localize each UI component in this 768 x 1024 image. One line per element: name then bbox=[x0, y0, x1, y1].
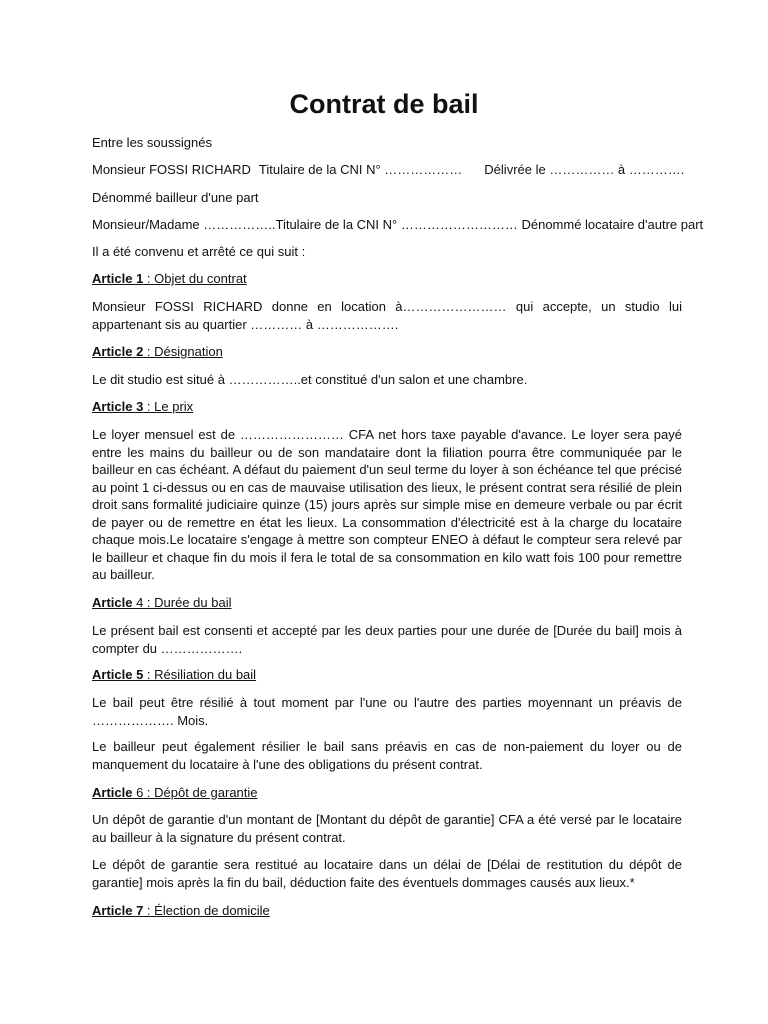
article-5-heading: Article 5 : Résiliation du bail bbox=[92, 667, 257, 682]
article-number: Article 3 bbox=[92, 399, 144, 414]
article-title: Objet du contrat bbox=[154, 271, 247, 286]
article-1-heading: Article 1 : Objet du contrat bbox=[92, 271, 247, 286]
intro-locataire-line: Monsieur/Madame ……………..Titulaire de la CNI N° ……………………… Dénommé locataire d'autre part bbox=[92, 217, 704, 232]
article-6-paragraph-2: Le dépôt de garantie sera restitué au locataire dans un délai de [Délai de restitution du dépôt de garantie] mois après la fin du bail, déduction faite des éventuels dommages causés aux lieux.* bbox=[92, 857, 682, 890]
article-6-heading: Article 6 : Dépôt de garantie bbox=[92, 785, 258, 800]
article-title: Résiliation du bail bbox=[154, 667, 257, 682]
article-number: Article 5 bbox=[92, 667, 144, 682]
bailleur-delivree: Délivrée le …………… à …………. bbox=[484, 162, 685, 177]
bailleur-cni: Titulaire de la CNI N° ……………… bbox=[258, 162, 463, 177]
article-title: Le prix bbox=[154, 399, 194, 414]
article-title: Élection de domicile bbox=[154, 903, 270, 918]
article-title: Dépôt de garantie bbox=[154, 785, 258, 800]
article-5-paragraph-1: Le bail peut être résilié à tout moment par l'une ou l'autre des parties moyennant un préavis de ………………. Mois. bbox=[92, 695, 682, 728]
article-3-heading: Article 3 : Le prix bbox=[92, 399, 194, 414]
article-number: Article 1 bbox=[92, 271, 144, 286]
article-3-paragraph: Le loyer mensuel est de …………………… CFA net hors taxe payable d'avance. Le loyer sera payé entre les mains du bailleur ou de son mandataire dont la filiation pourra être communiquée par le bailleur en cas échéant. A défaut du paiement d'un seul terme du loyer à son échéance tel que précisé au point 1 ci-dessus ou en cas de mauvaise utilisation des lieux, le présent contrat sera résilié de plein droit sans formalité judiciaire quinze (15) jours après sur simple mise en demeure verbale ou par écrit de payer ou de remettre en état les lieux. La consommation d'électricité est à la charge du locataire chaque mois.Le locataire s'engage à mettre son compteur ENEO à défaut le compteur sera relevé par le bailleur et chaque fin du mois il fera le total de sa consommation en kilo watt fois 100 pour remettre au bailleur. bbox=[92, 427, 682, 582]
article-number: Article 7 bbox=[92, 903, 144, 918]
article-6-paragraph-1: Un dépôt de garantie d'un montant de [Montant du dépôt de garantie] CFA a été versé par le locataire au bailleur à la signature du présent contrat. bbox=[92, 812, 682, 845]
article-4-paragraph: Le présent bail est consenti et accepté par les deux parties pour une durée de [Durée du bail] mois à compter du ………………. bbox=[92, 623, 682, 656]
intro-bailleur-line bbox=[92, 161, 685, 178]
article-4-heading: Article 4 : Durée du bail bbox=[92, 595, 232, 610]
article-5-paragraph-2: Le bailleur peut également résilier le bail sans préavis en cas de non-paiement du loyer ou de manquement du locataire à l'une des obligations du présent contrat. bbox=[92, 739, 682, 772]
intro-bailleur-role: Dénommé bailleur d'une part bbox=[92, 190, 259, 205]
article-number: Article 2 bbox=[92, 344, 144, 359]
article-1-paragraph: Monsieur FOSSI RICHARD donne en location à…………………… qui accepte, un studio lui appartenant sis au quartier ………… à ………………. bbox=[92, 299, 682, 332]
bailleur-name: Monsieur FOSSI RICHARD bbox=[92, 162, 251, 177]
article-title: Durée du bail bbox=[154, 595, 232, 610]
intro-convenu: Il a été convenu et arrêté ce qui suit : bbox=[92, 244, 306, 259]
article-2-heading: Article 2 : Désignation bbox=[92, 344, 223, 359]
article-2-paragraph: Le dit studio est situé à ……………..et constitué d'un salon et une chambre. bbox=[92, 372, 528, 387]
article-number: Article bbox=[92, 785, 133, 800]
article-number: Article bbox=[92, 595, 133, 610]
intro-soussignes: Entre les soussignés bbox=[92, 135, 212, 150]
page-title: Contrat de bail bbox=[289, 89, 479, 119]
article-title: Désignation bbox=[154, 344, 223, 359]
article-7-heading: Article 7 : Élection de domicile bbox=[92, 903, 270, 918]
